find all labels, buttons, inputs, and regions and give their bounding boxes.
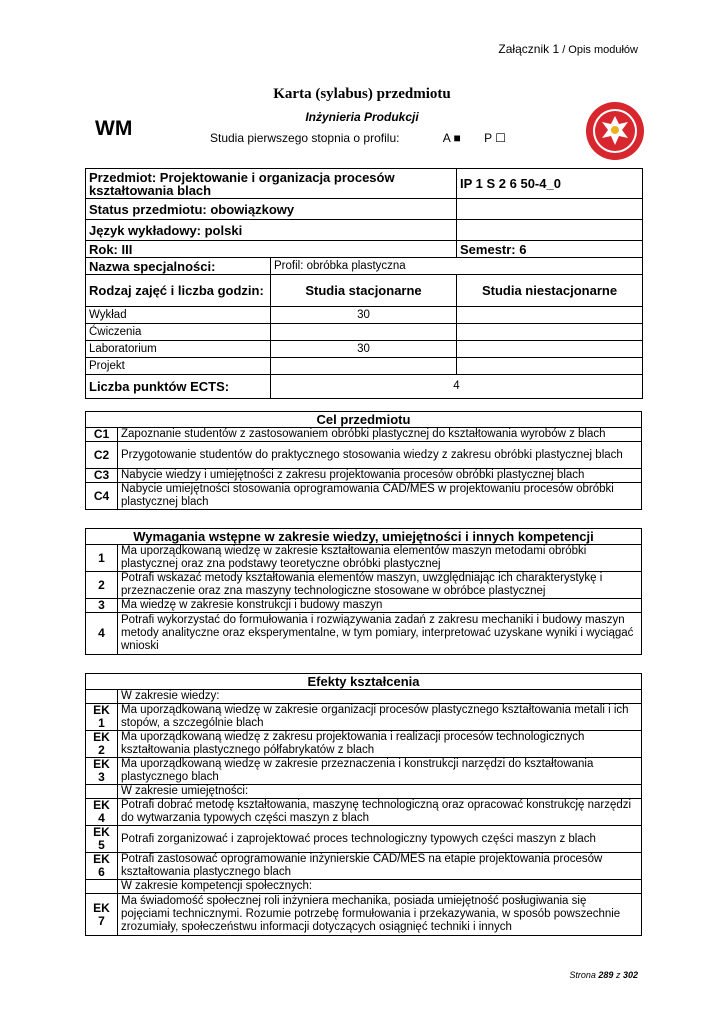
outcome-code: EK 1 — [86, 704, 118, 731]
table-row — [86, 469, 642, 483]
requirements-heading: Wymagania wstępne w zakresie wiedzy, umiejętności i innych kompetencji — [86, 529, 642, 545]
part-time-hours — [457, 324, 643, 341]
goals-heading: Cel przedmiotu — [86, 412, 642, 428]
ects-label: Liczba punktów ECTS: — [86, 375, 271, 399]
subject-semester: Semestr: 6 — [457, 241, 643, 258]
skills-label: W zakresie umiejętności: — [118, 785, 642, 799]
outcome-text: Ma uporządkowaną wiedzę w zakresie organizacji procesów plastycznego kształtowania metali i ich stopów, a szczególnie blach — [118, 704, 642, 731]
full-time-hours: 30 — [271, 307, 457, 324]
requirement-text: Ma uporządkowaną wiedzę w zakresie kształtowania elementów maszyn metodami obróbki plastycznej oraz zna podstawy teoretyczne obróbki plastycznej — [118, 545, 642, 572]
table-row — [86, 758, 642, 785]
empty-cell — [86, 785, 118, 799]
goal-code: C4 — [86, 483, 118, 510]
annex-number: Załącznik 1 — [498, 42, 560, 56]
part-time-hours — [457, 358, 643, 375]
outcome-text: Potrafi zorganizować i zaprojektować proces technologiczny typowych części maszyn z blach — [118, 826, 642, 853]
subject-name: Przedmiot: Projektowanie i organizacja procesów kształtowania blach — [86, 169, 457, 199]
goal-code: C2 — [86, 442, 118, 469]
table-row — [86, 599, 642, 613]
subject-code: IP 1 S 2 6 50-4_0 — [457, 169, 643, 199]
goal-text: Zapoznanie studentów z zastosowaniem obróbki plastycznej do kształtowania wyrobów z blach — [118, 428, 642, 442]
empty-cell — [457, 220, 643, 241]
page-prefix: Strona — [569, 970, 596, 980]
table-row — [86, 704, 642, 731]
knowledge-label: W zakresie wiedzy: — [118, 690, 642, 704]
goal-code: C1 — [86, 428, 118, 442]
requirements-table — [85, 528, 642, 655]
specialty-value: Profil: obróbka plastyczna — [271, 258, 643, 275]
university-logo-icon — [584, 100, 646, 162]
table-row — [86, 894, 642, 936]
goals-table — [85, 411, 642, 510]
outcome-text: Ma uporządkowaną wiedzę z zakresu projektowania i realizacji procesów technologicznych kształtowania plastycznego półfabrykatów z blach — [118, 731, 642, 758]
full-time-header: Studia stacjonarne — [271, 275, 457, 307]
page-current: 289 — [598, 970, 614, 980]
outcome-text: Ma świadomość społecznej roli inżyniera mechanika, posiada umiejętność posługiwania się pojęciami technicznymi. Rozumie potrzebę formułowania i przekazywania, w sposób powszechnie zrozumiały, społeczeństwu informacji dotyczących osiągnięć techniki i innych — [118, 894, 642, 936]
subject-info-table — [85, 168, 643, 399]
full-time-hours: 30 — [271, 341, 457, 358]
class-type: Laboratorium — [86, 341, 271, 358]
outcome-code: EK 3 — [86, 758, 118, 785]
faculty-abbrev: WM — [95, 117, 133, 140]
full-time-hours — [271, 324, 457, 341]
part-time-hours — [457, 341, 643, 358]
requirement-code: 4 — [86, 613, 118, 655]
part-time-hours — [457, 307, 643, 324]
table-row — [86, 324, 643, 341]
page-title: Karta (sylabus) przedmiotu — [273, 86, 451, 102]
outcome-text: Potrafi zastosować oprogramowanie inżynierskie CAD/MES na etapie projektowania procesów kształtowania plastycznego blach — [118, 853, 642, 880]
requirement-code: 2 — [86, 572, 118, 599]
profile-label: Studia pierwszego stopnia o profilu: — [210, 131, 400, 145]
table-row — [86, 731, 642, 758]
requirement-text: Potrafi wskazać metody kształtowania elementów maszyn, uwzględniając ich charakterystykę i przeznaczenie oraz zna maszyny technologiczne stosowane w obróbce plastycznej — [118, 572, 642, 599]
profile-option-a: A ■ — [442, 131, 461, 145]
subject-language: Język wykładowy: polski — [86, 220, 457, 241]
classes-label: Rodzaj zajęć i liczba godzin: — [86, 275, 271, 307]
outcome-code: EK 5 — [86, 826, 118, 853]
outcome-text: Ma uporządkowaną wiedzę w zakresie przeznaczenia i konstrukcji narzędzi do kształtowania plastycznego blach — [118, 758, 642, 785]
goal-text: Nabycie umiejętności stosowania oprogramowania CAD/MES w projektowaniu procesów obróbki plastycznej blach — [118, 483, 642, 510]
requirement-text: Ma wiedzę w zakresie konstrukcji i budowy maszyn — [118, 599, 642, 613]
outcome-code: EK 7 — [86, 894, 118, 936]
page-separator: z — [615, 970, 621, 980]
specialty-label: Nazwa specjalności: — [86, 258, 271, 275]
table-row — [86, 853, 642, 880]
part-time-header: Studia niestacjonarne — [457, 275, 643, 307]
class-type: Ćwiczenia — [86, 324, 271, 341]
goal-text: Przygotowanie studentów do praktycznego stosowania wiedzy z zakresu obróbki plastycznej blach — [118, 442, 642, 469]
profile-option-p: P ☐ — [484, 131, 506, 145]
annex-label — [498, 42, 638, 56]
table-row — [86, 613, 642, 655]
table-row — [86, 442, 642, 469]
subject-year: Rok: III — [86, 241, 457, 258]
subject-status: Status przedmiotu: obowiązkowy — [86, 199, 457, 220]
page-total: 302 — [622, 970, 638, 980]
outcome-text: Potrafi dobrać metodę kształtowania, maszynę technologiczną oraz opracować konstrukcję narzędzi do wytwarzania typowych części maszyn z blach — [118, 799, 642, 826]
empty-cell — [86, 880, 118, 894]
requirement-code: 1 — [86, 545, 118, 572]
requirement-text: Potrafi wykorzystać do formułowania i rozwiązywania zadań z zakresu mechaniki i budowy maszyn metody analityczne oraz eksperymentalne, w tym pomiary, interpretować uzyskane wyniki i wyciągać wnioski — [118, 613, 642, 655]
outcome-code: EK 6 — [86, 853, 118, 880]
table-row — [86, 428, 642, 442]
table-row — [86, 341, 643, 358]
outcomes-table — [85, 673, 642, 936]
class-type: Projekt — [86, 358, 271, 375]
ects-value: 4 — [271, 375, 643, 399]
class-type: Wykład — [86, 307, 271, 324]
table-row — [86, 358, 643, 375]
empty-cell — [457, 199, 643, 220]
table-row — [86, 307, 643, 324]
social-label: W zakresie kompetencji społecznych: — [118, 880, 642, 894]
page-number — [569, 970, 638, 980]
annex-desc: / Opis modułów — [562, 44, 638, 56]
requirement-code: 3 — [86, 599, 118, 613]
table-row — [86, 572, 642, 599]
outcome-code: EK 4 — [86, 799, 118, 826]
outcomes-heading: Efekty kształcenia — [86, 674, 642, 690]
table-row — [86, 826, 642, 853]
goal-text: Nabycie wiedzy i umiejętności z zakresu projektowania procesów obróbki plastycznej blach — [118, 469, 642, 483]
table-row — [86, 799, 642, 826]
full-time-hours — [271, 358, 457, 375]
study-profile — [210, 131, 506, 145]
outcome-code: EK 2 — [86, 731, 118, 758]
table-row — [86, 545, 642, 572]
page-subtitle: Inżynieria Produkcji — [305, 110, 419, 124]
empty-cell — [86, 690, 118, 704]
goal-code: C3 — [86, 469, 118, 483]
table-row — [86, 483, 642, 510]
